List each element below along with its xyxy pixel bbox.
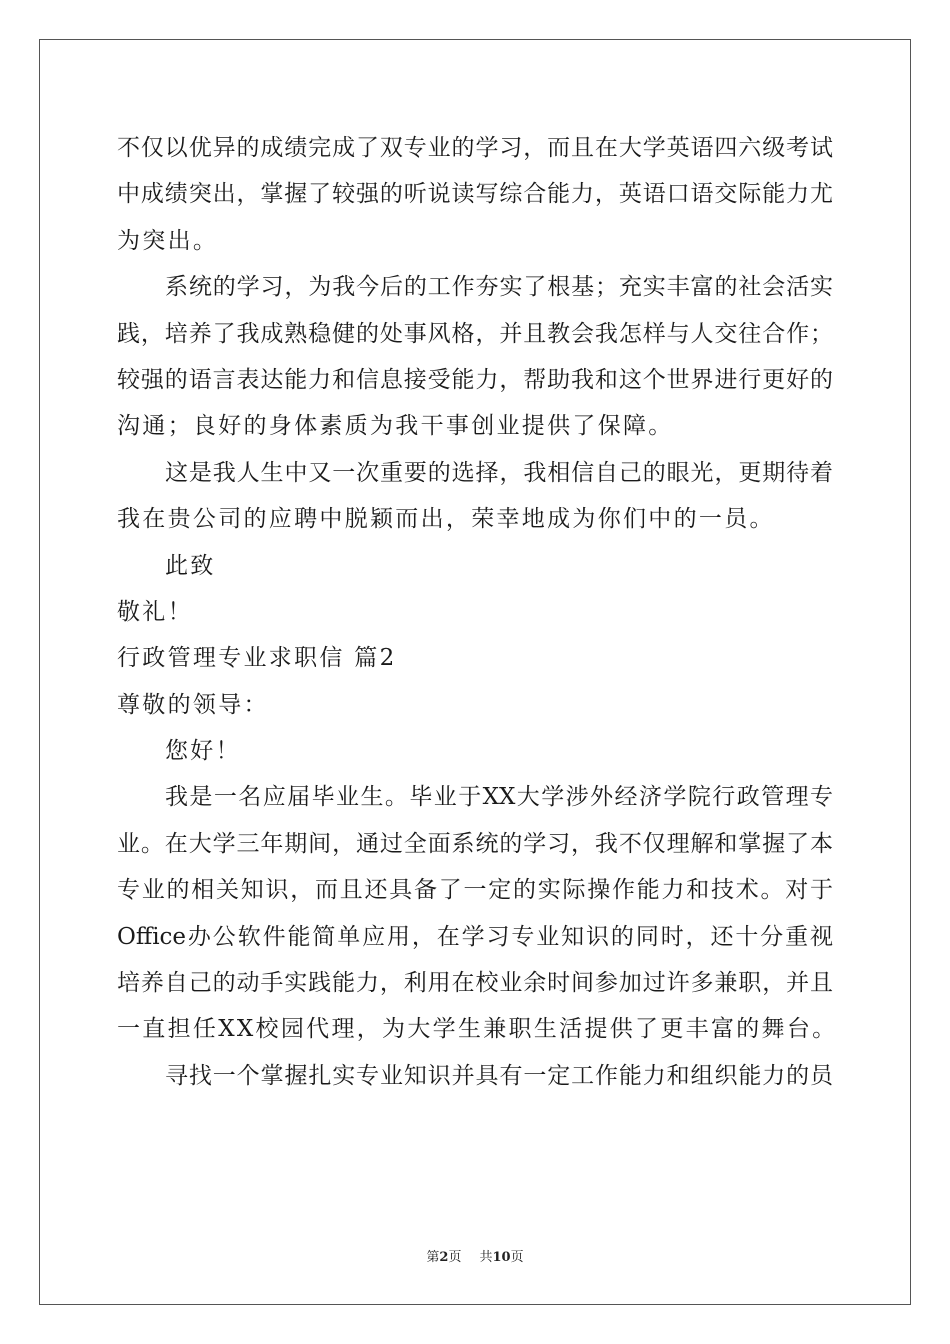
body-line: 践，培养了我成熟稳健的处事风格，并且教会我怎样与人交往合作；	[117, 320, 833, 347]
page-footer	[0, 1246, 950, 1265]
page-prefix: 第	[426, 1250, 440, 1265]
greeting: 您好！	[165, 738, 241, 765]
closing-salutation: 此致	[165, 552, 216, 579]
paragraph-first-line: 系统的学习，为我今后的工作夯实了根基；充实丰富的社会活实	[165, 274, 833, 301]
paragraph-first-line: 我是一名应届毕业生。毕业于XX大学涉外经济学院行政管理专	[165, 784, 833, 811]
body-line: 一直担任XX校园代理，为大学生兼职生活提供了更丰富的舞台。	[117, 1016, 838, 1043]
body-line: 沟通；良好的身体素质为我干事创业提供了保障。	[117, 413, 674, 440]
total-prefix: 共	[479, 1250, 493, 1265]
body-line: 培养自己的动手实践能力，利用在校业余时间参加过许多兼职，并且	[117, 970, 833, 997]
body-line: 不仅以优异的成绩完成了双专业的学习，而且在大学英语四六级考试	[117, 135, 833, 161]
body-line: Office办公软件能简单应用，在学习专业知识的同时，还十分重视	[117, 923, 833, 950]
body-line: 为突出。	[117, 227, 219, 254]
document-body	[117, 125, 838, 1099]
section-title: 行政管理专业求职信 篇2	[117, 645, 397, 672]
page-number: 2	[439, 1250, 449, 1265]
closing-regards: 敬礼！	[117, 598, 193, 625]
body-line: 我在贵公司的应聘中脱颖而出，荣幸地成为你们中的一员。	[117, 506, 775, 533]
page-suffix: 页	[448, 1250, 462, 1265]
paragraph-first-line: 这是我人生中又一次重要的选择，我相信自己的眼光，更期待着	[165, 459, 833, 486]
body-line: 专业的相关知识，而且还具备了一定的实际操作能力和技术。对于	[117, 877, 833, 904]
total-pages: 10	[492, 1250, 511, 1265]
paragraph-first-line: 寻找一个掌握扎实专业知识并具有一定工作能力和组织能力的员	[165, 1062, 833, 1089]
body-line: 中成绩突出，掌握了较强的听说读写综合能力，英语口语交际能力尤	[117, 181, 833, 208]
total-suffix: 页	[510, 1250, 524, 1265]
letter-salutation: 尊敬的领导：	[117, 691, 269, 718]
body-line: 业。在大学三年期间，通过全面系统的学习，我不仅理解和掌握了本	[117, 830, 833, 857]
body-line: 较强的语言表达能力和信息接受能力，帮助我和这个世界进行更好的	[117, 366, 833, 393]
